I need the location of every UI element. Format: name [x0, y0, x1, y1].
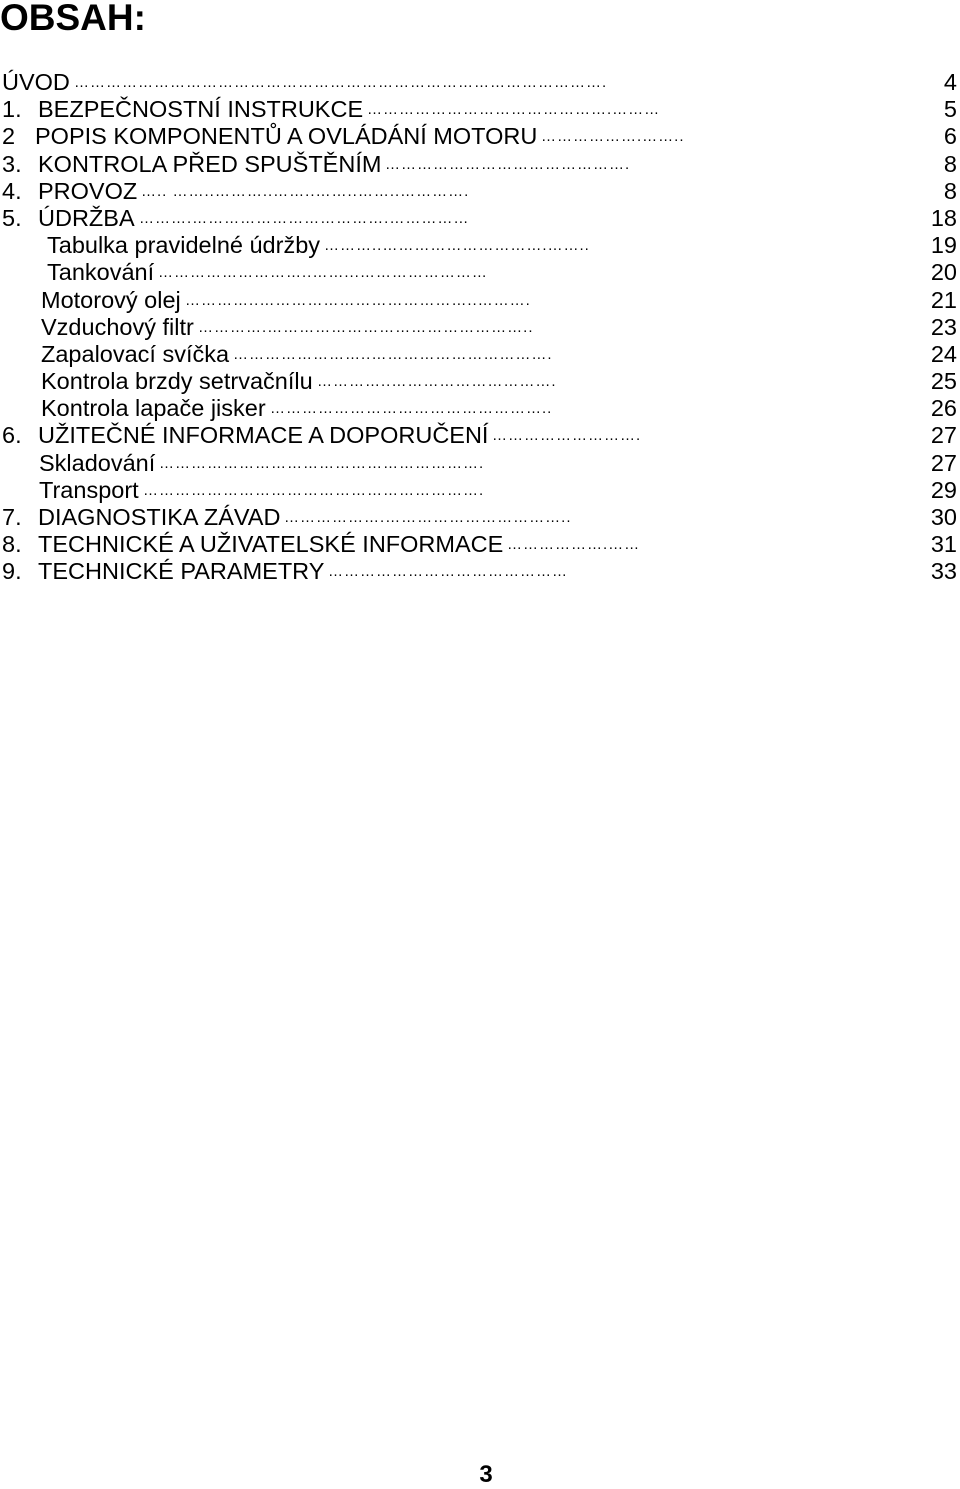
toc-entry-text: Vzduchový filtr: [41, 313, 194, 340]
toc-entry-leader: ………….…………………………………………..: [198, 318, 534, 336]
toc-entry: [0, 232, 960, 259]
toc-entry: [0, 531, 960, 558]
toc-entry-label: [41, 314, 194, 341]
toc-entry-label: [2, 123, 537, 150]
toc-entry-leader: ………..………………………….……..: [324, 237, 590, 255]
toc-entry-text: Kontrola lapače jisker: [41, 395, 266, 422]
toc-entry: [0, 341, 960, 368]
toc-entry-text: ÚDRŽBA: [38, 204, 135, 231]
toc-entry: [0, 178, 960, 205]
toc-entry-label: [2, 531, 503, 558]
toc-entry: [0, 558, 960, 585]
toc-entry-number: 4.: [2, 177, 22, 204]
toc-entry-label: [41, 368, 313, 395]
toc-entry-page: 5: [943, 96, 957, 123]
toc-entry-leader: ……………………………………………………………………………………….: [74, 74, 608, 91]
toc-entry-text: UŽITEČNÉ INFORMACE A DOPORUČENÍ: [38, 422, 489, 449]
toc-entry-text: Transport: [39, 476, 139, 503]
page-number: 3: [479, 1461, 493, 1488]
toc-entry: [0, 477, 960, 504]
toc-entry-label: [2, 205, 135, 232]
toc-entry: [0, 314, 960, 341]
toc-entry-page: 6: [943, 123, 957, 150]
toc-entry-page: 26: [930, 395, 957, 422]
toc-entry-leader: ……………….……………………………..: [284, 509, 572, 526]
toc-entry-page: 24: [930, 340, 957, 367]
toc-entry-leader: ……………………………………….: [385, 155, 631, 173]
toc-entry-page: 25: [930, 368, 957, 395]
toc-entry-text: Tankování: [47, 259, 155, 286]
toc-entry-number: 1.: [2, 96, 22, 123]
toc-entry-leader: ……………………………………………..: [270, 400, 553, 418]
toc-entry-leader: ……….……………………………….……………: [139, 209, 470, 227]
toc-entry-page: 20: [930, 259, 957, 286]
toc-entry-leader: ………………………………………: [328, 563, 568, 581]
toc-entry: [0, 96, 960, 123]
table-of-contents: [0, 69, 960, 586]
toc-entry-number: 8.: [2, 531, 22, 558]
toc-entry: [0, 287, 960, 314]
toc-entry: [0, 205, 960, 232]
toc-entry-label: [2, 96, 363, 123]
page-title: OBSAH:: [0, 0, 146, 38]
toc-entry-leader: ……………………….: [492, 427, 642, 445]
toc-entry-number: 7.: [2, 504, 22, 530]
toc-entry-text: BEZPEČNOSTNÍ INSTRUKCE: [38, 96, 364, 123]
toc-entry-text: TECHNICKÉ A UŽIVATELSKÉ INFORMACE: [38, 531, 504, 558]
toc-entry-page: 21: [930, 286, 957, 313]
toc-entry-label: [2, 422, 488, 449]
toc-entry: [0, 151, 960, 178]
toc-entry: [0, 504, 960, 531]
toc-entry-text: Kontrola brzdy setrvačnílu: [41, 368, 313, 395]
toc-entry: [0, 259, 960, 286]
toc-entry: [0, 450, 960, 477]
toc-entry-page: 31: [930, 531, 957, 558]
toc-entry: [0, 422, 960, 449]
toc-entry: [0, 368, 960, 395]
toc-entry-number: 5.: [2, 204, 22, 231]
toc-entry-number: 9.: [2, 558, 22, 585]
toc-entry-page: 29: [930, 476, 957, 503]
toc-entry-text: PROVOZ: [38, 177, 138, 204]
toc-entry-label: [41, 287, 181, 314]
toc-entry-label: [2, 151, 381, 178]
toc-entry-leader: ……………….……..: [541, 128, 685, 146]
toc-entry-text: DIAGNOSTIKA ZÁVAD: [38, 504, 281, 530]
toc-entry-leader: ……………………..…………………………….: [233, 345, 553, 363]
toc-entry-label: [39, 450, 155, 477]
toc-entry-page: 23: [930, 313, 957, 340]
toc-entry-page: 33: [930, 558, 957, 585]
toc-entry: [0, 395, 960, 422]
toc-entry-leader: ……………….……: [507, 536, 641, 554]
toc-entry-label: [47, 259, 154, 286]
toc-entry-text: ÚVOD: [2, 69, 70, 95]
toc-entry-leader: ……………………………………….………: [367, 101, 661, 119]
toc-entry-label: [47, 232, 320, 259]
toc-entry-label: [2, 504, 280, 531]
toc-entry-label: [2, 558, 324, 585]
toc-entry: [0, 123, 960, 150]
toc-entry-text: POPIS KOMPONENTŮ A OVLÁDÁNÍ MOTORU: [35, 123, 538, 150]
toc-entry-text: Tabulka pravidelné údržby: [47, 232, 321, 259]
toc-entry-page: 27: [930, 422, 957, 449]
toc-entry-leader: ……………………………………………………….: [143, 481, 485, 499]
toc-entry-text: Zapalovací svíčka: [41, 340, 230, 367]
toc-entry-text: TECHNICKÉ PARAMETRY: [38, 558, 325, 585]
toc-entry-number: 6.: [2, 422, 22, 449]
toc-entry-leader: …………..…………………………………..……….: [185, 291, 531, 309]
toc-entry-text: Skladování: [39, 449, 156, 476]
toc-entry-label: [2, 178, 137, 205]
toc-entry-label: [2, 69, 70, 96]
toc-entry-text: Motorový olej: [41, 286, 181, 313]
toc-entry-leader: …………………………………………………….: [159, 454, 485, 472]
toc-entry-leader: ………………………..……...……………………: [158, 264, 488, 282]
toc-entry-leader: …………..………………………….: [317, 373, 557, 391]
toc-entry-page: 18: [930, 204, 957, 231]
toc-entry-page: 19: [930, 232, 957, 259]
toc-entry-label: [41, 341, 229, 368]
toc-entry-leader: ….. ……..………..……..……..……..………….: [141, 182, 470, 200]
toc-entry-number: 3.: [2, 150, 22, 177]
toc-entry-page: 27: [930, 449, 957, 476]
toc-entry-label: [41, 395, 266, 422]
toc-entry-page: 4: [943, 69, 957, 95]
toc-entry-label: [39, 477, 139, 504]
toc-entry: [0, 69, 960, 96]
toc-entry-text: KONTROLA PŘED SPUŠTĚNÍM: [38, 150, 382, 177]
toc-entry-page: 30: [930, 504, 957, 530]
toc-entry-page: 8: [943, 150, 957, 177]
toc-entry-page: 8: [943, 177, 957, 204]
toc-entry-number: 2: [2, 123, 16, 150]
